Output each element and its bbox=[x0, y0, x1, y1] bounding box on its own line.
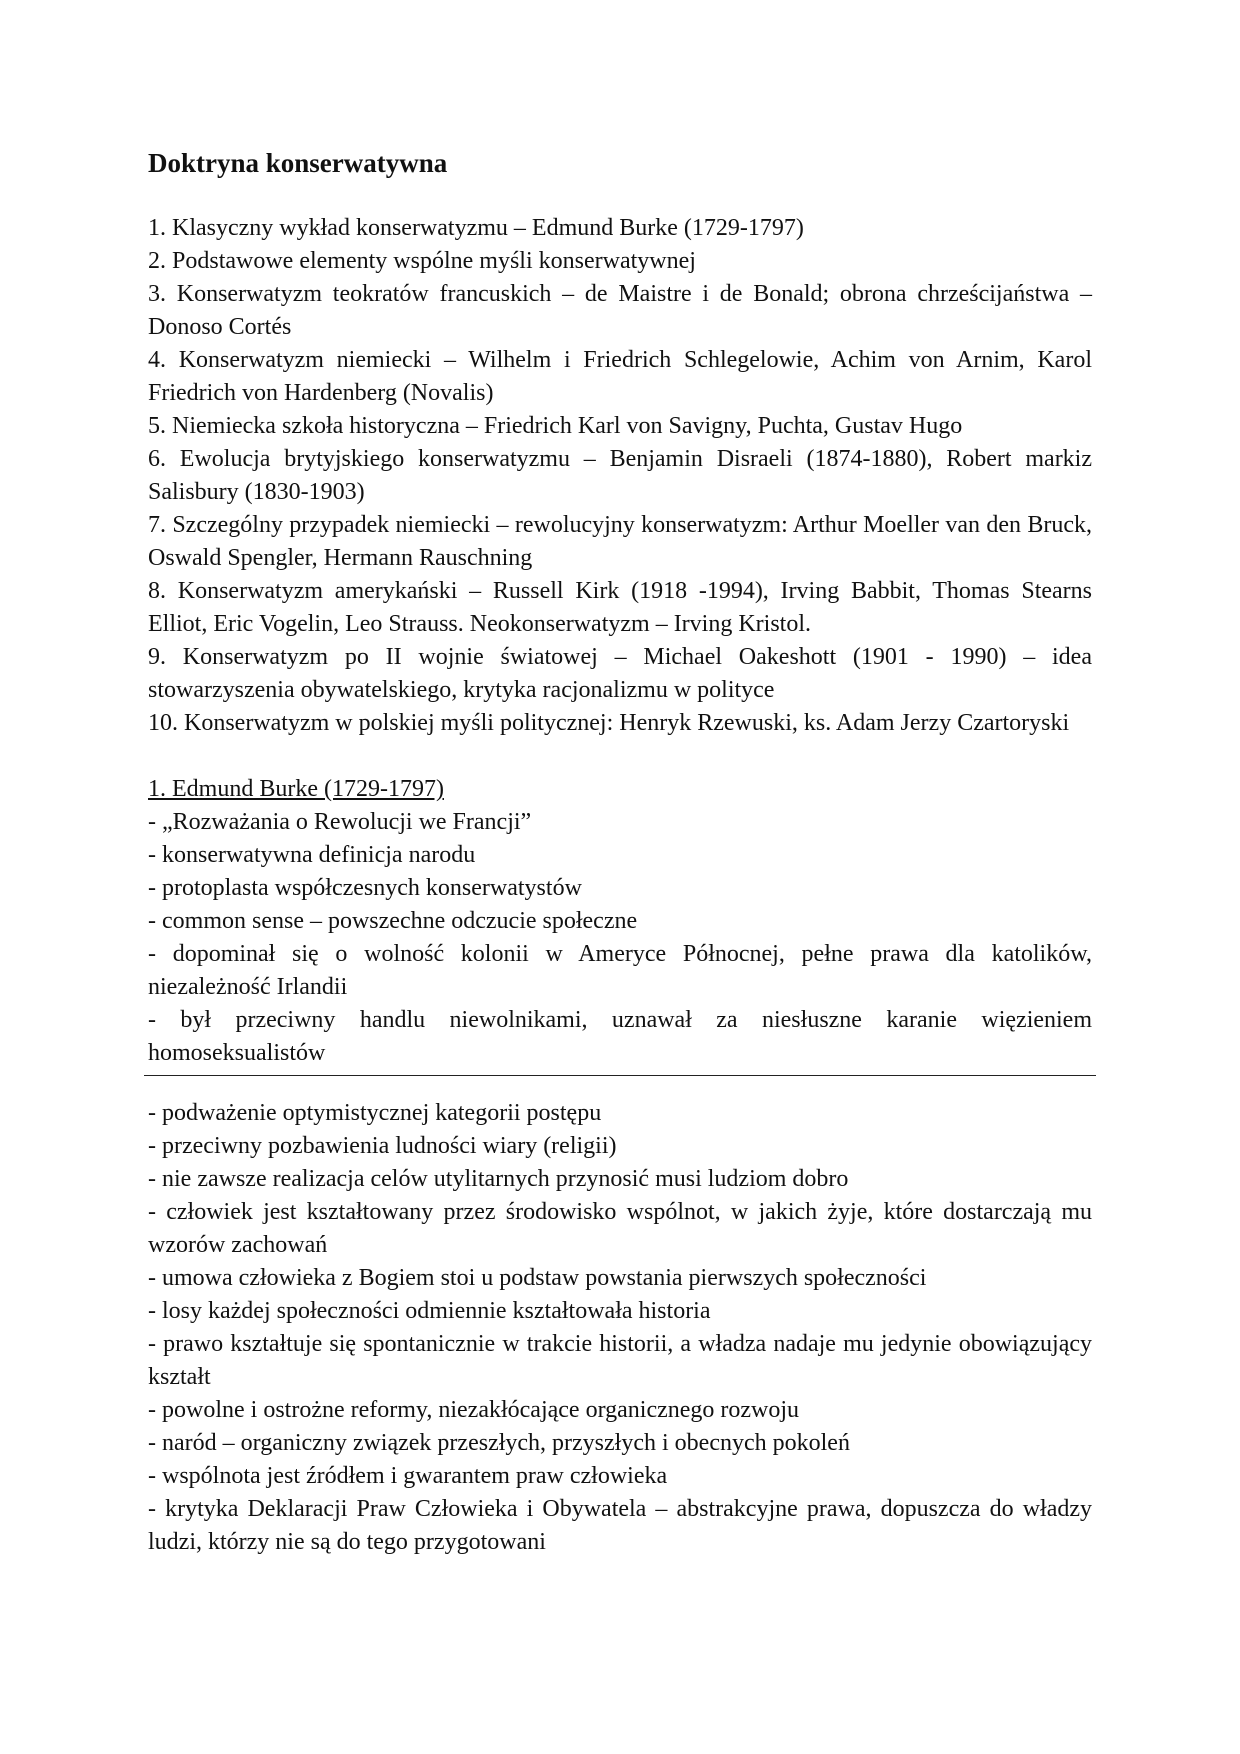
section-points-a bbox=[148, 806, 1092, 1070]
outline-item: 7. Szczególny przypadek niemiecki – rewolucyjny konserwatyzm: Arthur Moeller van den Bruck, Oswald Spengler, Hermann Rauschning bbox=[148, 512, 1092, 571]
outline-item: 1. Klasyczny wykład konserwatyzmu – Edmund Burke (1729-1797) bbox=[148, 215, 804, 241]
document-page bbox=[148, 146, 1092, 1559]
bullet-point: - wspólnota jest źródłem i gwarantem praw człowieka bbox=[148, 1463, 668, 1489]
document-title: Doktryna konserwatywna bbox=[148, 148, 448, 178]
bullet-point: - losy każdej społeczności odmiennie kształtowała historia bbox=[148, 1298, 711, 1324]
bullet-point: - dopominał się o wolność kolonii w Ameryce Północnej, pełne prawa dla katolików, niezależność Irlandii bbox=[148, 941, 1092, 1000]
outline-item: 3. Konserwatyzm teokratów francuskich – de Maistre i de Bonald; obrona chrześcijaństwa – Donoso Cortés bbox=[148, 281, 1092, 340]
outline-item: 9. Konserwatyzm po II wojnie światowej – Michael Oakeshott (1901 - 1990) – idea stowarzyszenia obywatelskiego, krytyka racjonalizmu w polityce bbox=[148, 644, 1092, 703]
bullet-point: - powolne i ostrożne reformy, niezakłócające organicznego rozwoju bbox=[148, 1397, 800, 1423]
outline-item: 5. Niemiecka szkoła historyczna – Friedrich Karl von Savigny, Puchta, Gustav Hugo bbox=[148, 413, 963, 439]
bullet-point: - człowiek jest kształtowany przez środowisko wspólnot, w jakich żyje, które dostarczają mu wzorów zachowań bbox=[148, 1199, 1092, 1258]
bullet-point: - common sense – powszechne odczucie społeczne bbox=[148, 908, 638, 934]
bullet-point: - nie zawsze realizacja celów utylitarnych przynosić musi ludziom dobro bbox=[148, 1166, 849, 1192]
bullet-point: - prawo kształtuje się spontanicznie w trakcie historii, a władza nadaje mu jedynie obowiązujący kształt bbox=[148, 1331, 1092, 1390]
outline-item: 2. Podstawowe elementy wspólne myśli konserwatywnej bbox=[148, 248, 696, 274]
bullet-point: - przeciwny pozbawienia ludności wiary (religii) bbox=[148, 1133, 617, 1159]
outline-item: 6. Ewolucja brytyjskiego konserwatyzmu – Benjamin Disraeli (1874-1880), Robert markiz Salisbury (1830-1903) bbox=[148, 446, 1092, 505]
bullet-point: - umowa człowieka z Bogiem stoi u podstaw powstania pierwszych społeczności bbox=[148, 1265, 927, 1291]
outline-list bbox=[148, 212, 1092, 740]
bullet-point: - konserwatywna definicja narodu bbox=[148, 842, 476, 868]
outline-item: 8. Konserwatyzm amerykański – Russell Kirk (1918 -1994), Irving Babbit, Thomas Stearns Elliot, Eric Vogelin, Leo Strauss. Neokonserwatyzm – Irving Kristol. bbox=[148, 578, 1092, 637]
section-points-b bbox=[148, 1097, 1092, 1559]
bullet-point: - był przeciwny handlu niewolnikami, uznawał za niesłuszne karanie więzieniem homoseksualistów bbox=[148, 1007, 1092, 1066]
outline-item: 4. Konserwatyzm niemiecki – Wilhelm i Friedrich Schlegelowie, Achim von Arnim, Karol Friedrich von Hardenberg (Novalis) bbox=[148, 347, 1092, 406]
outline-item: 10. Konserwatyzm w polskiej myśli politycznej: Henryk Rzewuski, ks. Adam Jerzy Czartoryski bbox=[148, 710, 1070, 736]
bullet-point: - protoplasta współczesnych konserwatystów bbox=[148, 875, 582, 901]
bullet-point: - podważenie optymistycznej kategorii postępu bbox=[148, 1100, 602, 1126]
bullet-point: - naród – organiczny związek przeszłych, przyszłych i obecnych pokoleń bbox=[148, 1430, 850, 1456]
bullet-point: - „Rozważania o Rewolucji we Francji” bbox=[148, 809, 532, 835]
divider bbox=[144, 1075, 1096, 1076]
bullet-point: - krytyka Deklaracji Praw Człowieka i Obywatela – abstrakcyjne prawa, dopuszcza do władzy ludzi, którzy nie są do tego przygotowani bbox=[148, 1496, 1092, 1555]
section-heading: 1. Edmund Burke (1729-1797) bbox=[148, 776, 444, 802]
